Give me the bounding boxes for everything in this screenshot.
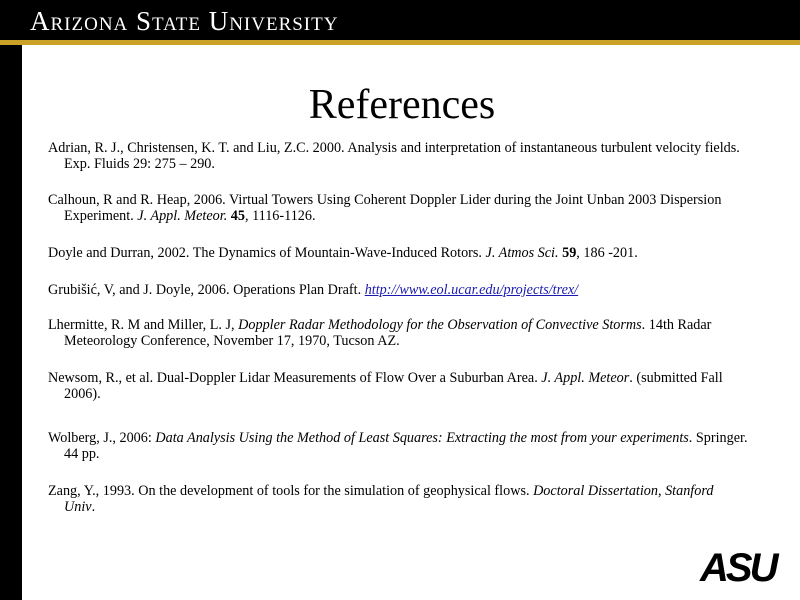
slide-title: References bbox=[308, 82, 496, 128]
asu-logo: ASU bbox=[700, 546, 776, 590]
reference-text: Zang, Y., 1993. On the development of tools for the simulation of geophysical flows. bbox=[48, 483, 534, 499]
reference-text: . bbox=[91, 499, 96, 515]
reference-item bbox=[48, 245, 748, 261]
university-wordmark: Arizona State University bbox=[30, 6, 339, 36]
reference-text: , 186 -201. bbox=[576, 245, 638, 261]
reference-item bbox=[48, 140, 748, 172]
left-black-bar bbox=[0, 45, 22, 600]
reference-text: . (submitted Fall 2006). bbox=[64, 370, 723, 402]
reference-italic-text: J. Appl. Meteor. bbox=[137, 208, 228, 224]
reference-item bbox=[48, 370, 748, 402]
reference-text: Grubišić, V, and J. Doyle, 2006. Operations Plan Draft. bbox=[48, 282, 365, 298]
reference-italic-text: J. Atmos Sci. bbox=[485, 245, 559, 261]
reference-text: Doyle and Durran, 2002. The Dynamics of Mountain-Wave-Induced Rotors. bbox=[48, 245, 486, 261]
header-gold-rule bbox=[0, 40, 800, 45]
reference-item bbox=[48, 192, 748, 224]
reference-link[interactable]: http://www.eol.ucar.edu/projects/trex/ bbox=[364, 282, 579, 298]
reference-item bbox=[48, 483, 748, 515]
reference-text: Lhermitte, R. M and Miller, L. J, bbox=[48, 317, 239, 333]
reference-text: Calhoun, R and R. Heap, 2006. Virtual Towers Using Coherent Doppler Lider during the Joint Unban 2003 Dispersion Experiment. bbox=[48, 192, 722, 224]
reference-item bbox=[48, 317, 748, 349]
reference-bold-text: 59 bbox=[562, 245, 577, 261]
reference-text: Wolberg, J., 2006: bbox=[48, 430, 156, 446]
reference-text: . 14th Radar Meteorology Conference, November 17, 1970, Tucson AZ. bbox=[64, 317, 712, 349]
reference-bold-text: 45 bbox=[230, 208, 245, 224]
reference-italic-text: Doppler Radar Methodology for the Observation of Convective Storms bbox=[238, 317, 642, 333]
reference-list bbox=[48, 140, 748, 515]
reference-text: Newsom, R., et al. Dual-Doppler Lidar Measurements of Flow Over a Suburban Area. bbox=[48, 370, 542, 386]
reference-item bbox=[48, 430, 748, 462]
reference-item bbox=[48, 282, 748, 298]
reference-text: , 1116-1126. bbox=[244, 208, 316, 224]
header-bar bbox=[0, 0, 800, 40]
reference-text: Adrian, R. J., Christensen, K. T. and Liu, Z.C. 2000. Analysis and interpretation of instantaneous turbulent velocity fields. Exp. Fluids 29: 275 – 290. bbox=[48, 140, 740, 172]
reference-italic-text: Doctoral Dissertation, Stanford Univ bbox=[64, 483, 714, 515]
reference-text: . Springer. 44 pp. bbox=[64, 430, 748, 462]
reference-italic-text: J. Appl. Meteor bbox=[541, 370, 630, 386]
reference-italic-text: Data Analysis Using the Method of Least Squares: Extracting the most from your experiments bbox=[155, 430, 689, 446]
